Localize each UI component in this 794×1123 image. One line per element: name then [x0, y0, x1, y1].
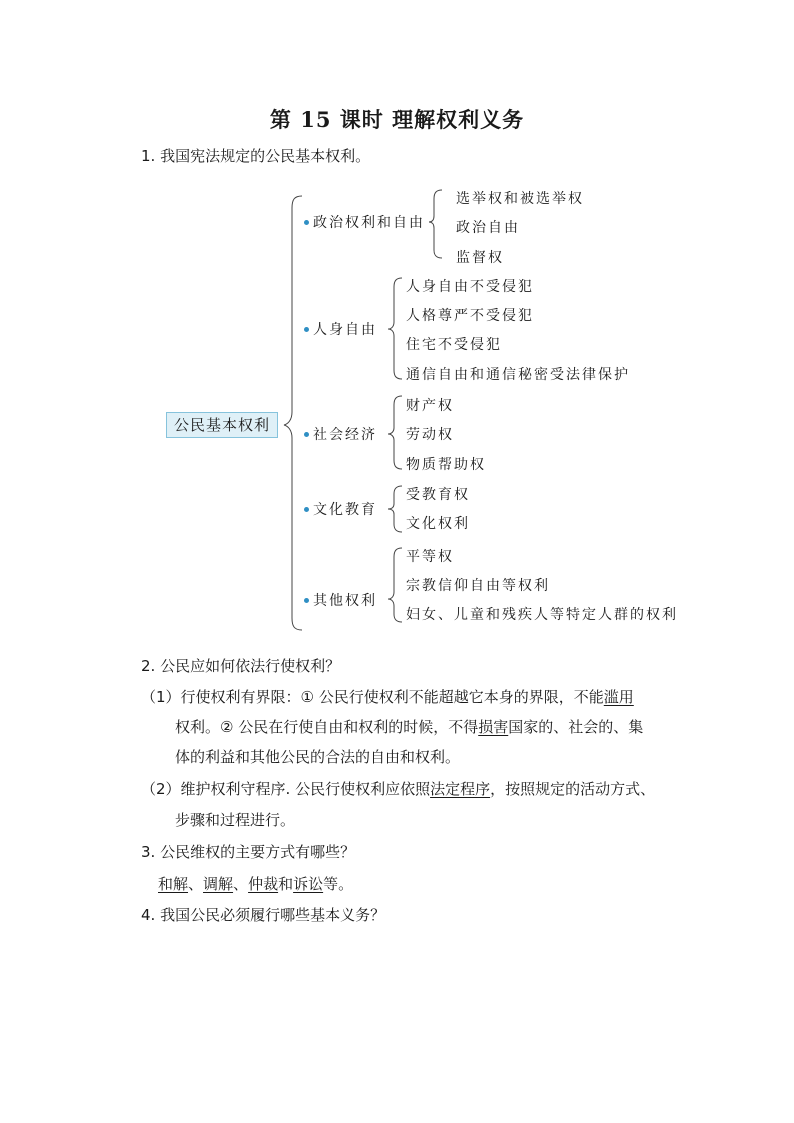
answer-2-2-line-2: 步骤和过程进行。	[175, 811, 296, 829]
underlined-term: 诉讼	[293, 875, 324, 893]
leaf-item: 财产权	[406, 398, 454, 414]
leaf-item: 妇女、儿童和残疾人等特定人群的权利	[406, 607, 678, 623]
leaf-item: 政治自由	[456, 220, 520, 236]
underlined-term: 调解	[203, 875, 234, 893]
bullet-dot-icon	[304, 327, 309, 332]
leaf-item: 住宅不受侵犯	[406, 337, 502, 353]
page-title: 第 15 课时 理解权利义务	[269, 107, 525, 132]
category-economic: 社会经济	[313, 427, 377, 443]
leaf-item: 劳动权	[406, 427, 454, 443]
category-other: 其他权利	[313, 593, 377, 609]
question-3: 3. 公民维权的主要方式有哪些？	[141, 843, 356, 861]
text-run: 等。	[323, 875, 354, 893]
text-run: 国家的、社会的、集	[508, 718, 644, 736]
leaf-item: 人格尊严不受侵犯	[406, 308, 534, 324]
text-run: 、	[188, 875, 204, 893]
answer-2-1-line-1	[141, 686, 634, 707]
underlined-term: 滥用	[603, 688, 634, 706]
text-run: 权利。② 公民在行使自由和权利的时候，不得	[175, 718, 479, 736]
leaf-item: 文化权利	[406, 516, 470, 532]
underlined-term: 和解	[158, 875, 189, 893]
answer-2-1-line-3: 体的利益和其他公民的合法的自由和权利。	[175, 748, 461, 766]
bullet-dot-icon	[304, 507, 309, 512]
category-political: 政治权利和自由	[313, 215, 425, 231]
answer-3	[158, 873, 353, 894]
leaf-item: 受教育权	[406, 487, 470, 503]
answer-2-2-line-1	[141, 778, 655, 799]
text-run: （2）维护权利守程序. 公民行使权利应依照	[141, 780, 431, 798]
category-personal: 人身自由	[313, 322, 377, 338]
question-1: 1. 我国宪法规定的公民基本权利。	[141, 147, 371, 165]
leaf-item: 选举权和被选举权	[456, 191, 584, 207]
answer-2-1-line-2	[175, 716, 643, 737]
category-culture: 文化教育	[313, 502, 377, 518]
question-4: 4. 我国公民必须履行哪些基本义务？	[141, 906, 386, 924]
leaf-item: 宗教信仰自由等权利	[406, 578, 550, 594]
text-run: （1）行使权利有界限：① 公民行使权利不能超越它本身的界限，不能	[141, 688, 604, 706]
bullet-dot-icon	[304, 598, 309, 603]
leaf-item: 平等权	[406, 549, 454, 565]
underlined-term: 法定程序	[430, 780, 491, 798]
text-run: 、	[233, 875, 249, 893]
underlined-term: 仲裁	[248, 875, 279, 893]
bullet-dot-icon	[304, 432, 309, 437]
text-run: 和	[278, 875, 294, 893]
leaf-item: 物质帮助权	[406, 457, 486, 473]
bullet-dot-icon	[304, 220, 309, 225]
leaf-item: 人身自由不受侵犯	[406, 279, 534, 295]
mindmap-root: 公民基本权利	[166, 412, 278, 438]
question-2: 2. 公民应如何依法行使权利？	[141, 657, 341, 675]
text-run: ，按照规定的活动方式、	[490, 780, 656, 798]
leaf-item: 通信自由和通信秘密受法律保护	[406, 367, 630, 383]
leaf-item: 监督权	[456, 250, 504, 266]
underlined-term: 损害	[478, 718, 509, 736]
